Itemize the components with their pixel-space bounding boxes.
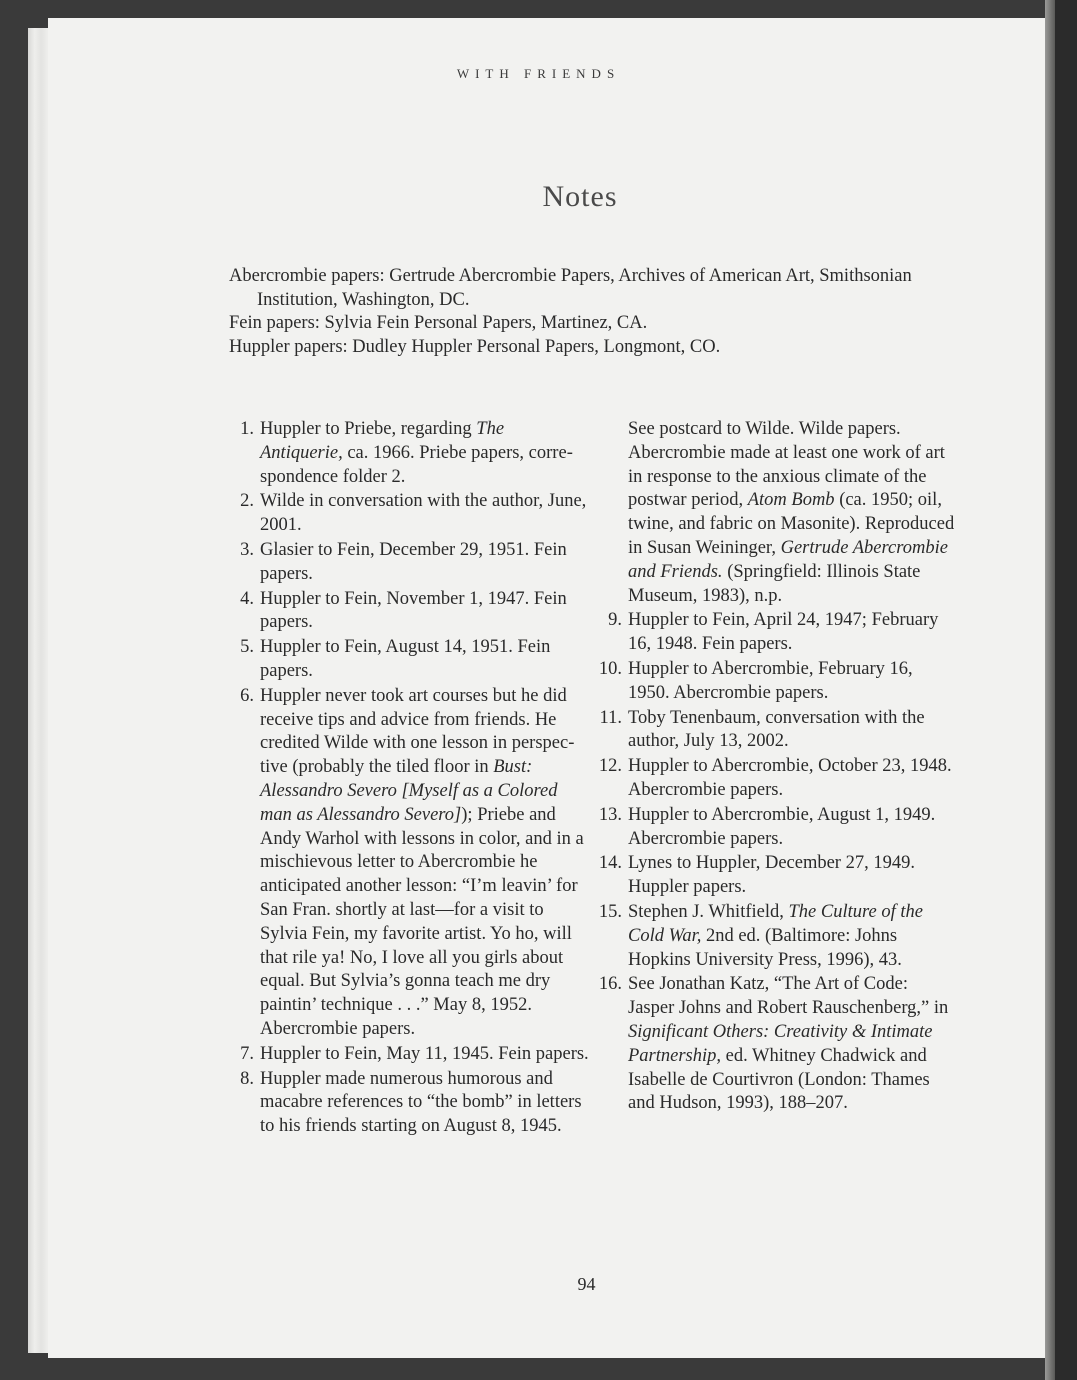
note-text: (Springfield: Illinois State Museum, 1983), n.p. [628, 561, 921, 606]
note-italic-title: The Culture of the Cold War, [628, 901, 923, 946]
note-text: Huppler never took art courses but he did receive tips and advice from friends. He credited Wilde with one lesson in perspective (probably the tiled floor in [260, 685, 575, 778]
page-number: 94 [577, 1274, 596, 1294]
note-number: 7. [240, 1043, 254, 1064]
running-head: WITH FRIENDS [456, 66, 621, 81]
note-text: Huppler to Abercrombie, August 1, 1949. Abercrombie papers. [628, 804, 936, 849]
note-text: ); Priebe and Andy Warhol with lessons in color, and in a mischievous letter to Abercrombie he anticipated another lesson: “I’m leavin’ for San Fran. shortly at last—for a visit to Sylvia Fein, my favorite artist. Yo ho, will that rile ya! No, I love all you girls about equal. But Sylvia’s gonna teach me dry paintin’ technique . . .” May 8, 1952. Abercrombie papers. [260, 804, 584, 1039]
note-number: 2. [240, 491, 254, 512]
page-edge-stack [28, 28, 50, 1353]
note-number: 12. [598, 756, 622, 777]
note-number: 13. [598, 804, 622, 825]
note-number: 14. [598, 853, 622, 874]
note-14 [598, 852, 958, 900]
note-number: 3. [240, 539, 254, 560]
note-text: See postcard to Wilde. Wilde papers. Abercrombie made at least one work of art in response to the anxious climate of the postwar period, [628, 419, 945, 511]
note-number: 10. [598, 658, 622, 679]
note-text: Huppler to Fein, April 24, 1947; February 16, 1948. Fein papers. [628, 610, 939, 655]
notes-column-right [598, 418, 958, 1117]
note-6 [230, 685, 590, 1042]
note-11 [598, 707, 958, 755]
note-13 [598, 804, 958, 852]
note-text: Huppler to Fein, November 1, 1947. Fein papers. [260, 588, 567, 633]
note-text: Huppler to Fein, August 14, 1951. Fein papers. [260, 637, 551, 681]
note-number: 5. [240, 637, 254, 658]
source-entry: Abercrombie papers: Gertrude Abercrombie Papers, Archives of American Art, Smithsonian Institution, Washington, DC. [229, 266, 912, 310]
note-10 [598, 658, 958, 706]
note-italic-title: Bust: Alessandro Severo [Myself as a Colored man as Alessandro Severo] [260, 757, 558, 825]
note-15 [598, 901, 958, 972]
note-2 [230, 490, 590, 538]
note-12 [598, 755, 958, 803]
note-number: 15. [598, 901, 622, 922]
note-italic-title: Significant Others: Creativity & Intimate Partnership, [628, 1021, 933, 1066]
page-title: Notes [542, 180, 618, 213]
note-text: ed. Whitney Chadwick and Isabelle de Courtivron (London: Thames and Hudson, 1993), 188–207. [628, 1045, 930, 1114]
note-3 [230, 539, 590, 587]
note-number: 8. [240, 1068, 254, 1089]
note-text: See Jonathan Katz, “The Art of Code: Jasper Johns and Robert Rauschenberg,” in [628, 974, 949, 1019]
note-4 [230, 588, 590, 636]
source-abbreviations [229, 265, 949, 359]
source-entry: Huppler papers: Dudley Huppler Personal Papers, Longmont, CO. [229, 336, 721, 357]
note-1 [230, 418, 590, 489]
note-text: (ca. 1950; oil, twine, and fabric on Masonite). Reproduced in Susan Weininger, [628, 490, 955, 558]
note-text: Huppler to Abercrombie, February 16, 1950. Abercrombie papers. [628, 658, 913, 703]
note-italic-title: Gertrude Abercrombie and Friends. [628, 537, 948, 582]
note-italic-title: The Antiquerie, [260, 419, 505, 463]
note-number: 16. [598, 974, 622, 995]
note-7 [230, 1043, 590, 1067]
note-text: Wilde in conversation with the author, June, 2001. [260, 491, 587, 536]
source-entry: Fein papers: Sylvia Fein Personal Papers, Martinez, CA. [229, 313, 648, 333]
note-number: 4. [240, 588, 254, 609]
note-text: 2nd ed. (Baltimore: Johns Hopkins University Press, 1996), 43. [628, 925, 902, 970]
note-number: 9. [608, 610, 622, 631]
note-text: Huppler to Abercrombie, October 23, 1948. Abercrombie papers. [628, 756, 952, 800]
note-text: ca. 1966. Priebe papers, correspondence folder 2. [260, 442, 573, 487]
note-text: Huppler to Fein, May 11, 1945. Fein papers. [260, 1043, 589, 1064]
note-text: Huppler to Priebe, regarding [260, 419, 477, 439]
note-text: Stephen J. Whitfield, [628, 901, 789, 922]
note-text: Glasier to Fein, December 29, 1951. Fein papers. [260, 539, 567, 584]
note-16 [598, 973, 958, 1116]
note-italic-title: Atom Bomb [747, 490, 835, 511]
notes-column-left [230, 418, 590, 1140]
note-5 [230, 636, 590, 684]
note-text: Lynes to Huppler, December 27, 1949. Huppler papers. [628, 853, 915, 898]
note-8-continued [598, 418, 958, 608]
note-text: Huppler made numerous humorous and macabre references to “the bomb” in letters to his friends starting on August 8, 1945. [260, 1068, 582, 1137]
note-number: 1. [240, 419, 254, 439]
note-number: 11. [599, 707, 622, 728]
note-number: 6. [240, 685, 254, 706]
note-9 [598, 609, 958, 657]
note-8 [230, 1068, 590, 1139]
note-text: Toby Tenenbaum, conversation with the author, July 13, 2002. [628, 707, 925, 752]
